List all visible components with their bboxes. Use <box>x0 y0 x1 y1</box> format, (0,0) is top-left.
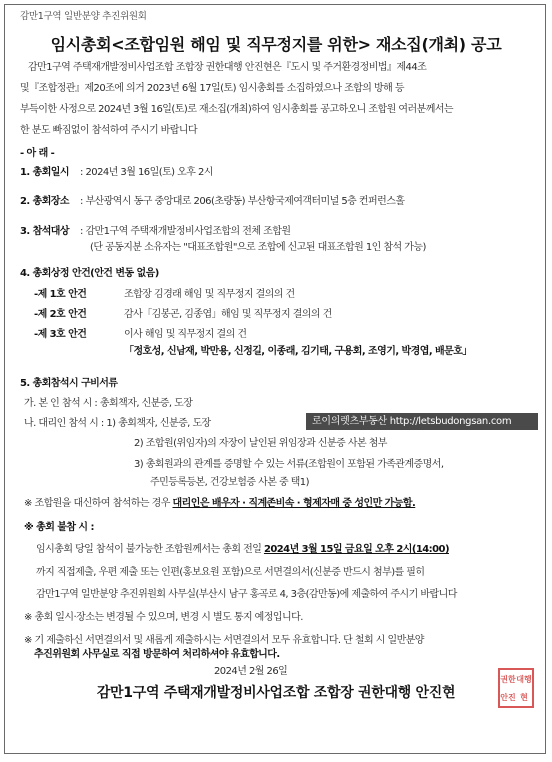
absence-line-3: 감만1구역 일반분양 추진위원회 사무실(부산시 남구 홍곡로 4, 3층(감만동)에 제출하여 주시기 바랍니다 <box>36 589 457 600</box>
prior-note-2: 추진위원회 사무실로 직접 방문하여 처리하셔야 유효합니다. <box>34 649 280 660</box>
absence-line-2: 까지 직접제출, 우편 제출 또는 인편(홍보요원 포함)으로 서면결의서(신분증 반드시 첨부)를 필히 <box>36 567 425 578</box>
proxy-note-emphasis: 대리인은 배우자 · 직계존비속 · 형제자매 중 성인만 가능함. <box>172 498 416 509</box>
agenda-3-text: 이사 해임 및 직무정지 결의 건 <box>124 329 247 340</box>
agenda-2-no: -제 2호 안건 <box>34 309 87 320</box>
seal-char: 현 <box>520 692 528 702</box>
meeting-date-value: : 2024년 3월 16일(토) 오후 2시 <box>80 167 213 178</box>
docs-proxy-2: 2) 조합원(위임자)의 자장이 날인된 위임장과 신분증 사본 첨부 <box>134 438 387 449</box>
agenda-2-text: 감사「김봉곤, 김종엽」해임 및 직무정지 결의의 건 <box>124 309 332 320</box>
agenda-heading: 4. 총회상정 안건(안건 변동 없음) <box>20 268 159 279</box>
docs-proxy-3a: 3) 총회원과의 관계를 증명할 수 있는 서류(조합원이 포함된 가족관계증명서, <box>134 459 444 470</box>
watermark-banner: 로이의렛츠부동산 http://letsbudongsan.com <box>306 413 538 430</box>
meeting-date-label: 1. 총회일시 <box>20 167 70 178</box>
intro-line-2: 및『조합정관』제20조에 의거 2023년 6월 17일(토) 임시총회를 소집하였으나 조합의 방해 등 <box>20 83 404 94</box>
intro-line-3: 부득이한 사정으로 2024년 3월 16일(토)로 재소집(개최)하여 임시총회를 공고하오니 조합원 여러분께서는 <box>20 104 454 115</box>
change-note: ※ 총회 일시·장소는 변경될 수 있으며, 변경 시 별도 통지 예정입니다. <box>24 612 303 623</box>
docs-proxy: 나. 대리인 참석 시 : 1) 총회책자, 신분증, 도장 <box>24 418 211 429</box>
documents-heading: 5. 총회참석시 구비서류 <box>20 378 118 389</box>
proxy-note-text: ※ 조합원을 대신하여 참석하는 경우 <box>24 498 173 509</box>
meeting-place-value: : 부산광역시 동구 중앙대로 206(초량동) 부산항국제여객터미널 5층 컨퍼런스홀 <box>80 196 405 207</box>
seal-char: 대행 <box>516 674 532 684</box>
seal-char: 안진 <box>500 692 516 702</box>
docs-proxy-3b: 주민등록등본, 건강보험증 사본 중 택1) <box>150 477 309 488</box>
proxy-note <box>24 494 415 509</box>
docs-self: 가. 본 인 참석 시 : 총회책자, 신분증, 도장 <box>24 398 193 409</box>
notice-date: 2024년 2월 26일 <box>214 666 288 677</box>
attendee-value: : 감만1구역 주택재개발정비사업조합의 전체 조합원 <box>80 226 291 237</box>
intro-line-1: 감만1구역 주택재개발정비사업조합 조합장 권한대행 안진현은『도시 및 주거환경정비법』제44조 <box>28 62 427 73</box>
attendee-label: 3. 참석대상 <box>20 226 70 237</box>
absence-line-1-text: 임시총회 당일 참석이 불가능한 조합원께서는 총회 전일 <box>36 544 264 555</box>
agenda-3-no: -제 3호 안건 <box>34 329 87 340</box>
seal-char: 권한 <box>500 674 516 684</box>
agenda-1-no: -제 1호 안건 <box>34 289 87 300</box>
intro-line-4: 한 분도 빠짐없이 참석하여 주시기 바랍니다 <box>20 125 198 136</box>
meeting-place-label: 2. 총회장소 <box>20 196 70 207</box>
director-names: 「정호성, 신남재, 박만용, 신정길, 이종래, 김기태, 구용회, 조영기, 박경엽, 배문호」 <box>124 346 472 357</box>
prior-note-1: ※ 기 제출하신 서면결의서 및 새롭게 제출하시는 서면결의서 모두 유효합니다. 단 철회 시 일반분양 <box>24 635 424 646</box>
absence-heading: ※ 총회 불참 시 : <box>24 522 94 533</box>
official-seal <box>498 668 534 708</box>
notice-title: 임시총회<조합임원 해임 및 직무정지를 위한> 재소집(개최) 공고 <box>50 35 502 54</box>
below-heading: - 아 래 - <box>20 148 55 159</box>
agenda-1-text: 조합장 김경래 해임 및 직무정지 결의의 건 <box>124 289 295 300</box>
absence-line-1 <box>36 540 449 555</box>
issuer-signature: 감만1구역 주택재개발정비사업조합 조합장 권한대행 안진현 <box>96 685 456 701</box>
org-header: 감만1구역 일반분양 추진위원회 <box>20 11 147 22</box>
attendee-note: (단 공동지분 소유자는 "대표조합원"으로 조합에 신고된 대표조합원 1인 참석 가능) <box>90 242 426 253</box>
absence-deadline: 2024년 3월 15일 금요일 오후 2시(14:00) <box>263 544 449 555</box>
